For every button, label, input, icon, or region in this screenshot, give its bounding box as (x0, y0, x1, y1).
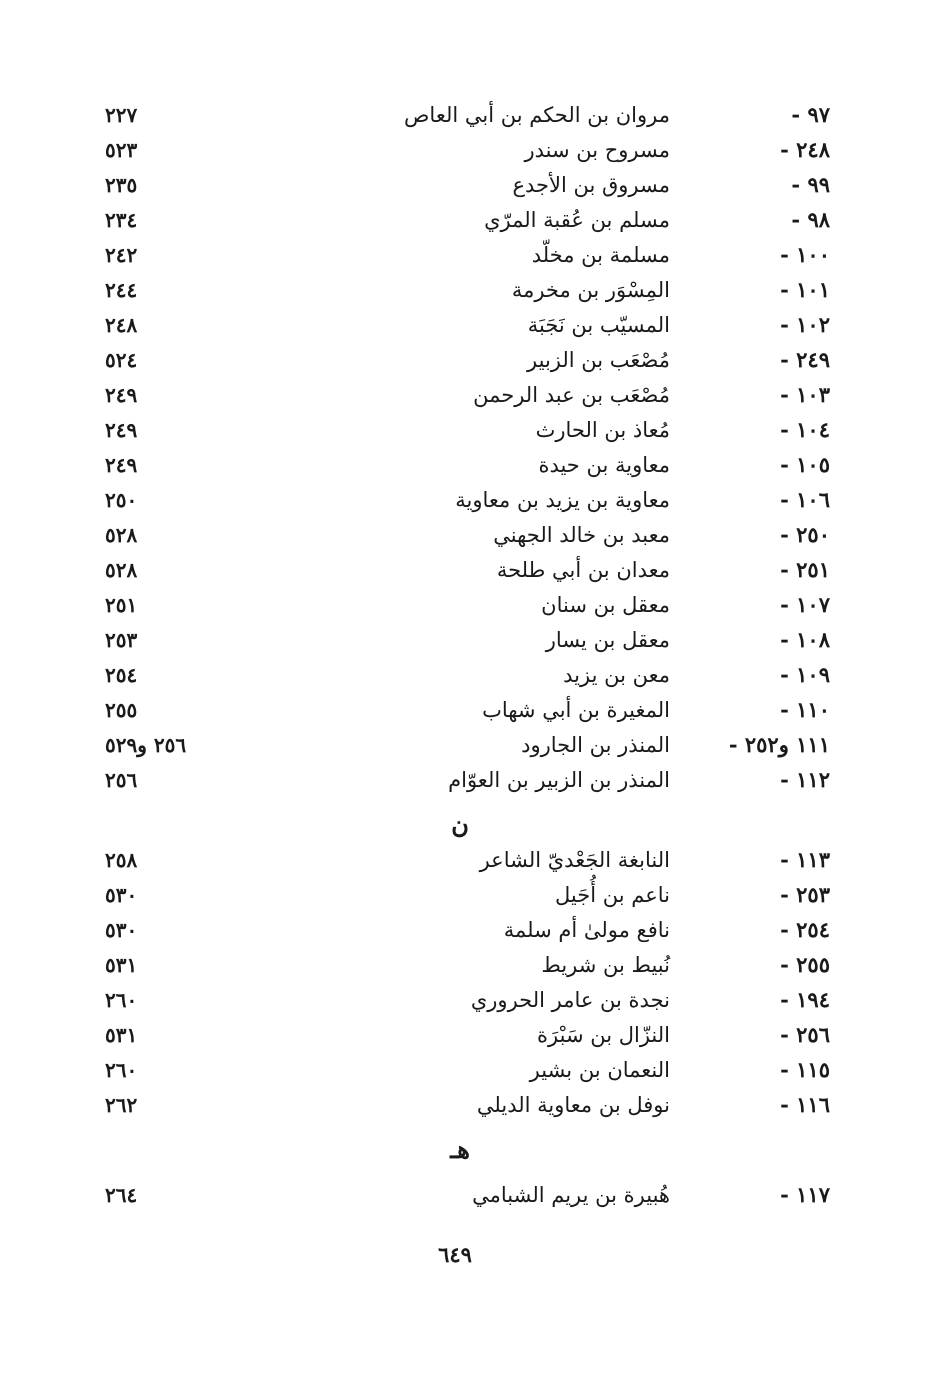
entry-number: ٢٥٠ - (780, 522, 830, 547)
entry-page: ٢٤٩ (105, 453, 138, 477)
entry-number: ٩٨ - (791, 207, 830, 232)
index-entry (0, 450, 945, 484)
index-entry (0, 520, 945, 554)
entry-number: ٢٥٥ - (780, 952, 830, 977)
index-entry (0, 135, 945, 169)
entry-name: مسروق بن الأجدع (512, 173, 670, 197)
index-entry (0, 1055, 945, 1089)
entry-name: ناعم بن أُجَيل (555, 883, 670, 907)
entry-name: معدان بن أبي طلحة (496, 558, 670, 582)
entry-name: معن بن يزيد (563, 663, 670, 687)
entry-name: مُصْعَب بن الزبير (527, 348, 670, 372)
entry-number: ١١٥ - (780, 1057, 830, 1082)
entry-page: ٢٤٩ (105, 418, 138, 442)
entry-number: ١٠٦ - (780, 487, 830, 512)
entry-page: ٥٢٨ (105, 558, 138, 582)
entry-page: ٢٥٥ (105, 698, 138, 722)
entry-number: ١١٢ - (780, 767, 830, 792)
entry-name: معبد بن خالد الجهني (493, 523, 670, 547)
index-entry (0, 845, 945, 879)
entry-name: النعمان بن بشير (529, 1058, 670, 1082)
entry-name: مُصْعَب بن عبد الرحمن (473, 383, 670, 407)
entry-page: ٢٥٠ (105, 488, 138, 512)
entry-page: ٢٥٤ (105, 663, 138, 687)
entry-page: ٢٣٤ (105, 208, 138, 232)
entry-name: معاوية بن يزيد بن معاوية (455, 488, 670, 512)
entry-number: ٢٥٤ - (780, 917, 830, 942)
index-entry (0, 590, 945, 624)
entry-page: ٥٣٠ (105, 918, 138, 942)
entry-page: ٥٣٠ (105, 883, 138, 907)
entry-page: ٥٢٤ (105, 348, 138, 372)
entry-name: المغيرة بن أبي شهاب (482, 698, 670, 722)
entry-name: هُبيرة بن يريم الشبامي (472, 1183, 670, 1207)
index-entry (0, 985, 945, 1019)
entry-page: ٢٥٦ و٥٢٩ (105, 733, 187, 757)
entry-name: مسلم بن عُقبة المرّي (484, 208, 670, 232)
entry-page: ٢٦٢ (105, 1093, 138, 1117)
entry-number: ١٩٤ - (780, 987, 830, 1012)
index-entry (0, 240, 945, 274)
entry-page: ٢٣٥ (105, 173, 138, 197)
entry-name: معقل بن يسار (545, 628, 670, 652)
entry-number: ٩٧ - (791, 102, 830, 127)
entry-page: ٢٤٤ (105, 278, 138, 302)
entry-number: ١١٦ - (780, 1092, 830, 1117)
entry-name: المسيّب بن نَجَبَة (527, 313, 670, 337)
entry-number: ٩٩ - (791, 172, 830, 197)
entry-page: ٢٤٨ (105, 313, 138, 337)
entry-name: المنذر بن الجارود (521, 733, 670, 757)
entry-name: مُعاذ بن الحارث (535, 418, 670, 442)
index-entry (0, 100, 945, 134)
entry-name: نافع مولىٰ أم سلمة (503, 918, 670, 942)
entry-name: نوفل بن معاوية الديلي (476, 1093, 670, 1117)
index-entry (0, 730, 945, 764)
entry-page: ٥٢٣ (105, 138, 138, 162)
entry-number: ٢٤٩ - (780, 347, 830, 372)
entry-page: ٢٥٣ (105, 628, 138, 652)
page-number: ٦٤٩ (438, 1242, 472, 1267)
entry-number: ١٠١ - (780, 277, 830, 302)
entry-name: مسلمة بن مخلّد (531, 243, 670, 267)
section-letter-noon: ن (451, 810, 469, 839)
entry-page: ٢٥٨ (105, 848, 138, 872)
index-entry (0, 765, 945, 799)
entry-number: ١٠٧ - (780, 592, 830, 617)
entry-page: ٢٦٠ (105, 1058, 138, 1082)
index-entry (0, 205, 945, 239)
index-entry (0, 310, 945, 344)
entry-page: ٥٣١ (105, 953, 138, 977)
index-entry (0, 485, 945, 519)
entry-page: ٢٤٢ (105, 243, 138, 267)
index-entry (0, 1020, 945, 1054)
index-entry (0, 555, 945, 589)
index-entry (0, 275, 945, 309)
index-entry (0, 1090, 945, 1124)
entry-number: ١٠٨ - (780, 627, 830, 652)
entry-name: النزّال بن سَبْرَة (537, 1023, 670, 1047)
entry-number: ٢٥١ - (780, 557, 830, 582)
entry-number: ١٠٠ - (780, 242, 830, 267)
index-entry (0, 950, 945, 984)
entry-number: ٢٥٣ - (780, 882, 830, 907)
index-entry (0, 915, 945, 949)
entry-number: ٢٤٨ - (780, 137, 830, 162)
section-letter-ha: هـ (450, 1135, 470, 1164)
entry-number: ١١٣ - (780, 847, 830, 872)
entry-name: مسروح بن سندر (524, 138, 670, 162)
entry-number: ١٠٩ - (780, 662, 830, 687)
entry-number: ١١٠ - (780, 697, 830, 722)
entry-number: ١٠٣ - (780, 382, 830, 407)
entry-name: المِسْوَر بن مخرمة (511, 278, 670, 302)
entry-name: معقل بن سنان (541, 593, 670, 617)
index-entry (0, 880, 945, 914)
index-entry (0, 380, 945, 414)
entry-number: ١٠٥ - (780, 452, 830, 477)
entry-name: نُبيط بن شريط (541, 953, 670, 977)
entry-page: ٥٢٨ (105, 523, 138, 547)
index-entry (0, 695, 945, 729)
entry-page: ٢٥١ (105, 593, 138, 617)
entry-name: مروان بن الحكم بن أبي العاص (404, 103, 670, 127)
entry-number: ٢٥٦ - (780, 1022, 830, 1047)
entry-page: ٢٦٠ (105, 988, 138, 1012)
entry-name: المنذر بن الزبير بن العوّام (448, 768, 670, 792)
entry-page: ٢٤٩ (105, 383, 138, 407)
entry-number: ١٠٢ - (780, 312, 830, 337)
entry-number: ١٠٤ - (780, 417, 830, 442)
index-entry (0, 625, 945, 659)
entry-name: معاوية بن حيدة (538, 453, 670, 477)
entry-page: ٥٣١ (105, 1023, 138, 1047)
entry-name: نجدة بن عامر الحروري (470, 988, 670, 1012)
index-entry (0, 1180, 945, 1214)
entry-number: ١١٧ - (780, 1182, 830, 1207)
index-entry (0, 170, 945, 204)
entry-page: ٢٦٤ (105, 1183, 138, 1207)
index-entry (0, 415, 945, 449)
entry-number: ١١١ و٢٥٢ - (728, 732, 830, 757)
index-entry (0, 660, 945, 694)
entry-name: النابغة الجَعْديّ الشاعر (479, 848, 670, 872)
entry-page: ٢٢٧ (105, 103, 138, 127)
entry-page: ٢٥٦ (105, 768, 138, 792)
index-entry (0, 345, 945, 379)
